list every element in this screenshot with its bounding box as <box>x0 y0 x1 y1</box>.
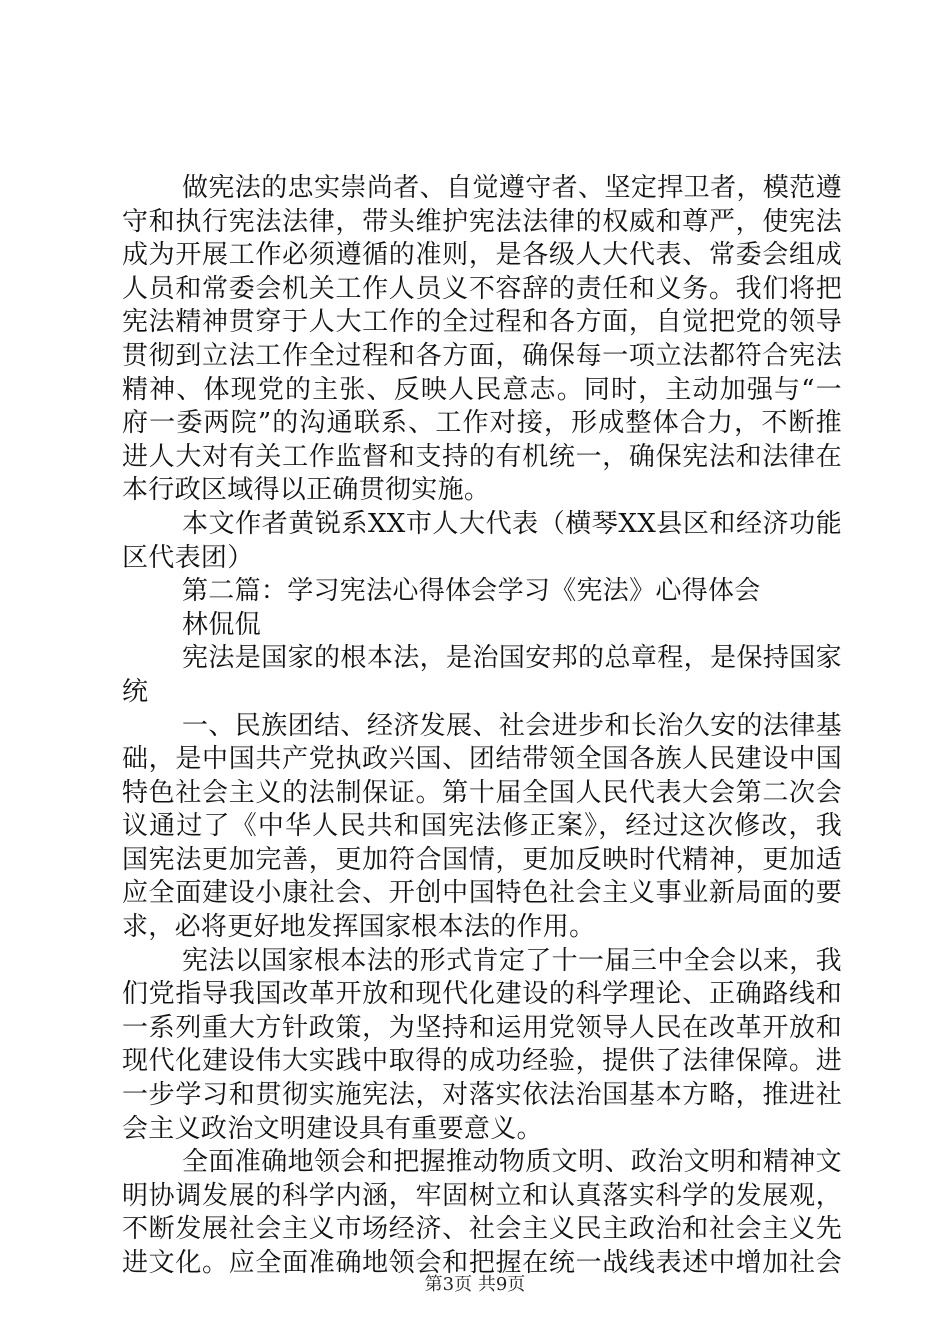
text-line: 精神、体现党的主张、反映人民意志。同时，主动加强与“一 <box>122 374 842 405</box>
text-line: 统 <box>122 676 149 707</box>
text-line: 本行政区域得以正确贯彻实施。 <box>122 475 491 506</box>
text-line: 宪法以国家根本法的形式肯定了十一届三中全会以来，我 <box>182 945 842 976</box>
document-body <box>122 172 842 1281</box>
text-line: 贯彻到立法工作全过程和各方面，确保每一项立法都符合宪法 <box>122 340 842 371</box>
text-line: 议通过了《中华人民共和国宪法修正案》，经过这次修改，我 <box>122 811 842 842</box>
text-line: 人员和常委会机关工作人员义不容辞的责任和义务。我们将把 <box>122 273 842 304</box>
author-note-line: 本文作者黄锐系XX市人大代表（横琴XX县区和经济功能 <box>182 508 842 539</box>
text-line: 宪法精神贯穿于人大工作的全过程和各方面，自觉把党的领导 <box>122 307 842 338</box>
text-line: 明协调发展的科学内涵，牢固树立和认真落实科学的发展观， <box>122 1180 842 1211</box>
section-heading: 第二篇：学习宪法心得体会学习《宪法》心得体会 <box>182 576 761 607</box>
text-line: 全面准确地领会和把握推动物质文明、政治文明和精神文 <box>182 1147 842 1178</box>
text-line: 守和执行宪法法律，带头维护宪法法律的权威和尊严，使宪法 <box>122 206 842 237</box>
text-line: 应全面建设小康社会、开创中国特色社会主义事业新局面的要 <box>122 878 842 909</box>
text-line: 现代化建设伟大实践中取得的成功经验，提供了法律保障。进 <box>122 1046 842 1077</box>
text-line: 会主义政治文明建设具有重要意义。 <box>122 1113 543 1144</box>
page-number-footer: 第3页 共9页 <box>424 1274 526 1295</box>
author-name: 林侃侃 <box>182 609 261 640</box>
text-line: 国宪法更加完善，更加符合国情，更加反映时代精神，更加适 <box>122 844 842 875</box>
text-line: 进人大对有关工作监督和支持的有机统一，确保宪法和法律在 <box>122 441 842 472</box>
text-line: 础，是中国共产党执政兴国、团结带领全国各族人民建设中国 <box>122 744 842 775</box>
text-line: 不断发展社会主义市场经济、社会主义民主政治和社会主义先 <box>122 1214 842 1245</box>
text-line: 一步学习和贯彻实施宪法，对落实依法治国基本方略，推进社 <box>122 1080 842 1111</box>
text-line: 做宪法的忠实崇尚者、自觉遵守者、坚定捍卫者，模范遵 <box>182 173 842 203</box>
text-line: 们党指导我国改革开放和现代化建设的科学理论、正确路线和 <box>122 979 842 1010</box>
text-line: 特色社会主义的法制保证。第十届全国人民代表大会第二次会 <box>122 777 842 808</box>
text-line: 成为开展工作必须遵循的准则，是各级人大代表、常委会组成 <box>122 240 842 271</box>
text-line: 求，必将更好地发挥国家根本法的作用。 <box>122 912 596 943</box>
text-line: 宪法是国家的根本法，是治国安邦的总章程，是保持国家 <box>182 643 842 674</box>
author-note-line: 区代表团） <box>122 542 254 573</box>
text-line: 一、民族团结、经济发展、社会进步和长治久安的法律基 <box>182 710 842 741</box>
text-line: 一系列重大方针政策，为坚持和运用党领导人民在改革开放和 <box>122 1012 842 1043</box>
text-line: 府一委两院”的沟通联系、工作对接，形成整体合力，不断推 <box>122 408 842 439</box>
text-line: 进文化。应全面准确地领会和把握在统一战线表述中增加社会 <box>122 1248 842 1278</box>
